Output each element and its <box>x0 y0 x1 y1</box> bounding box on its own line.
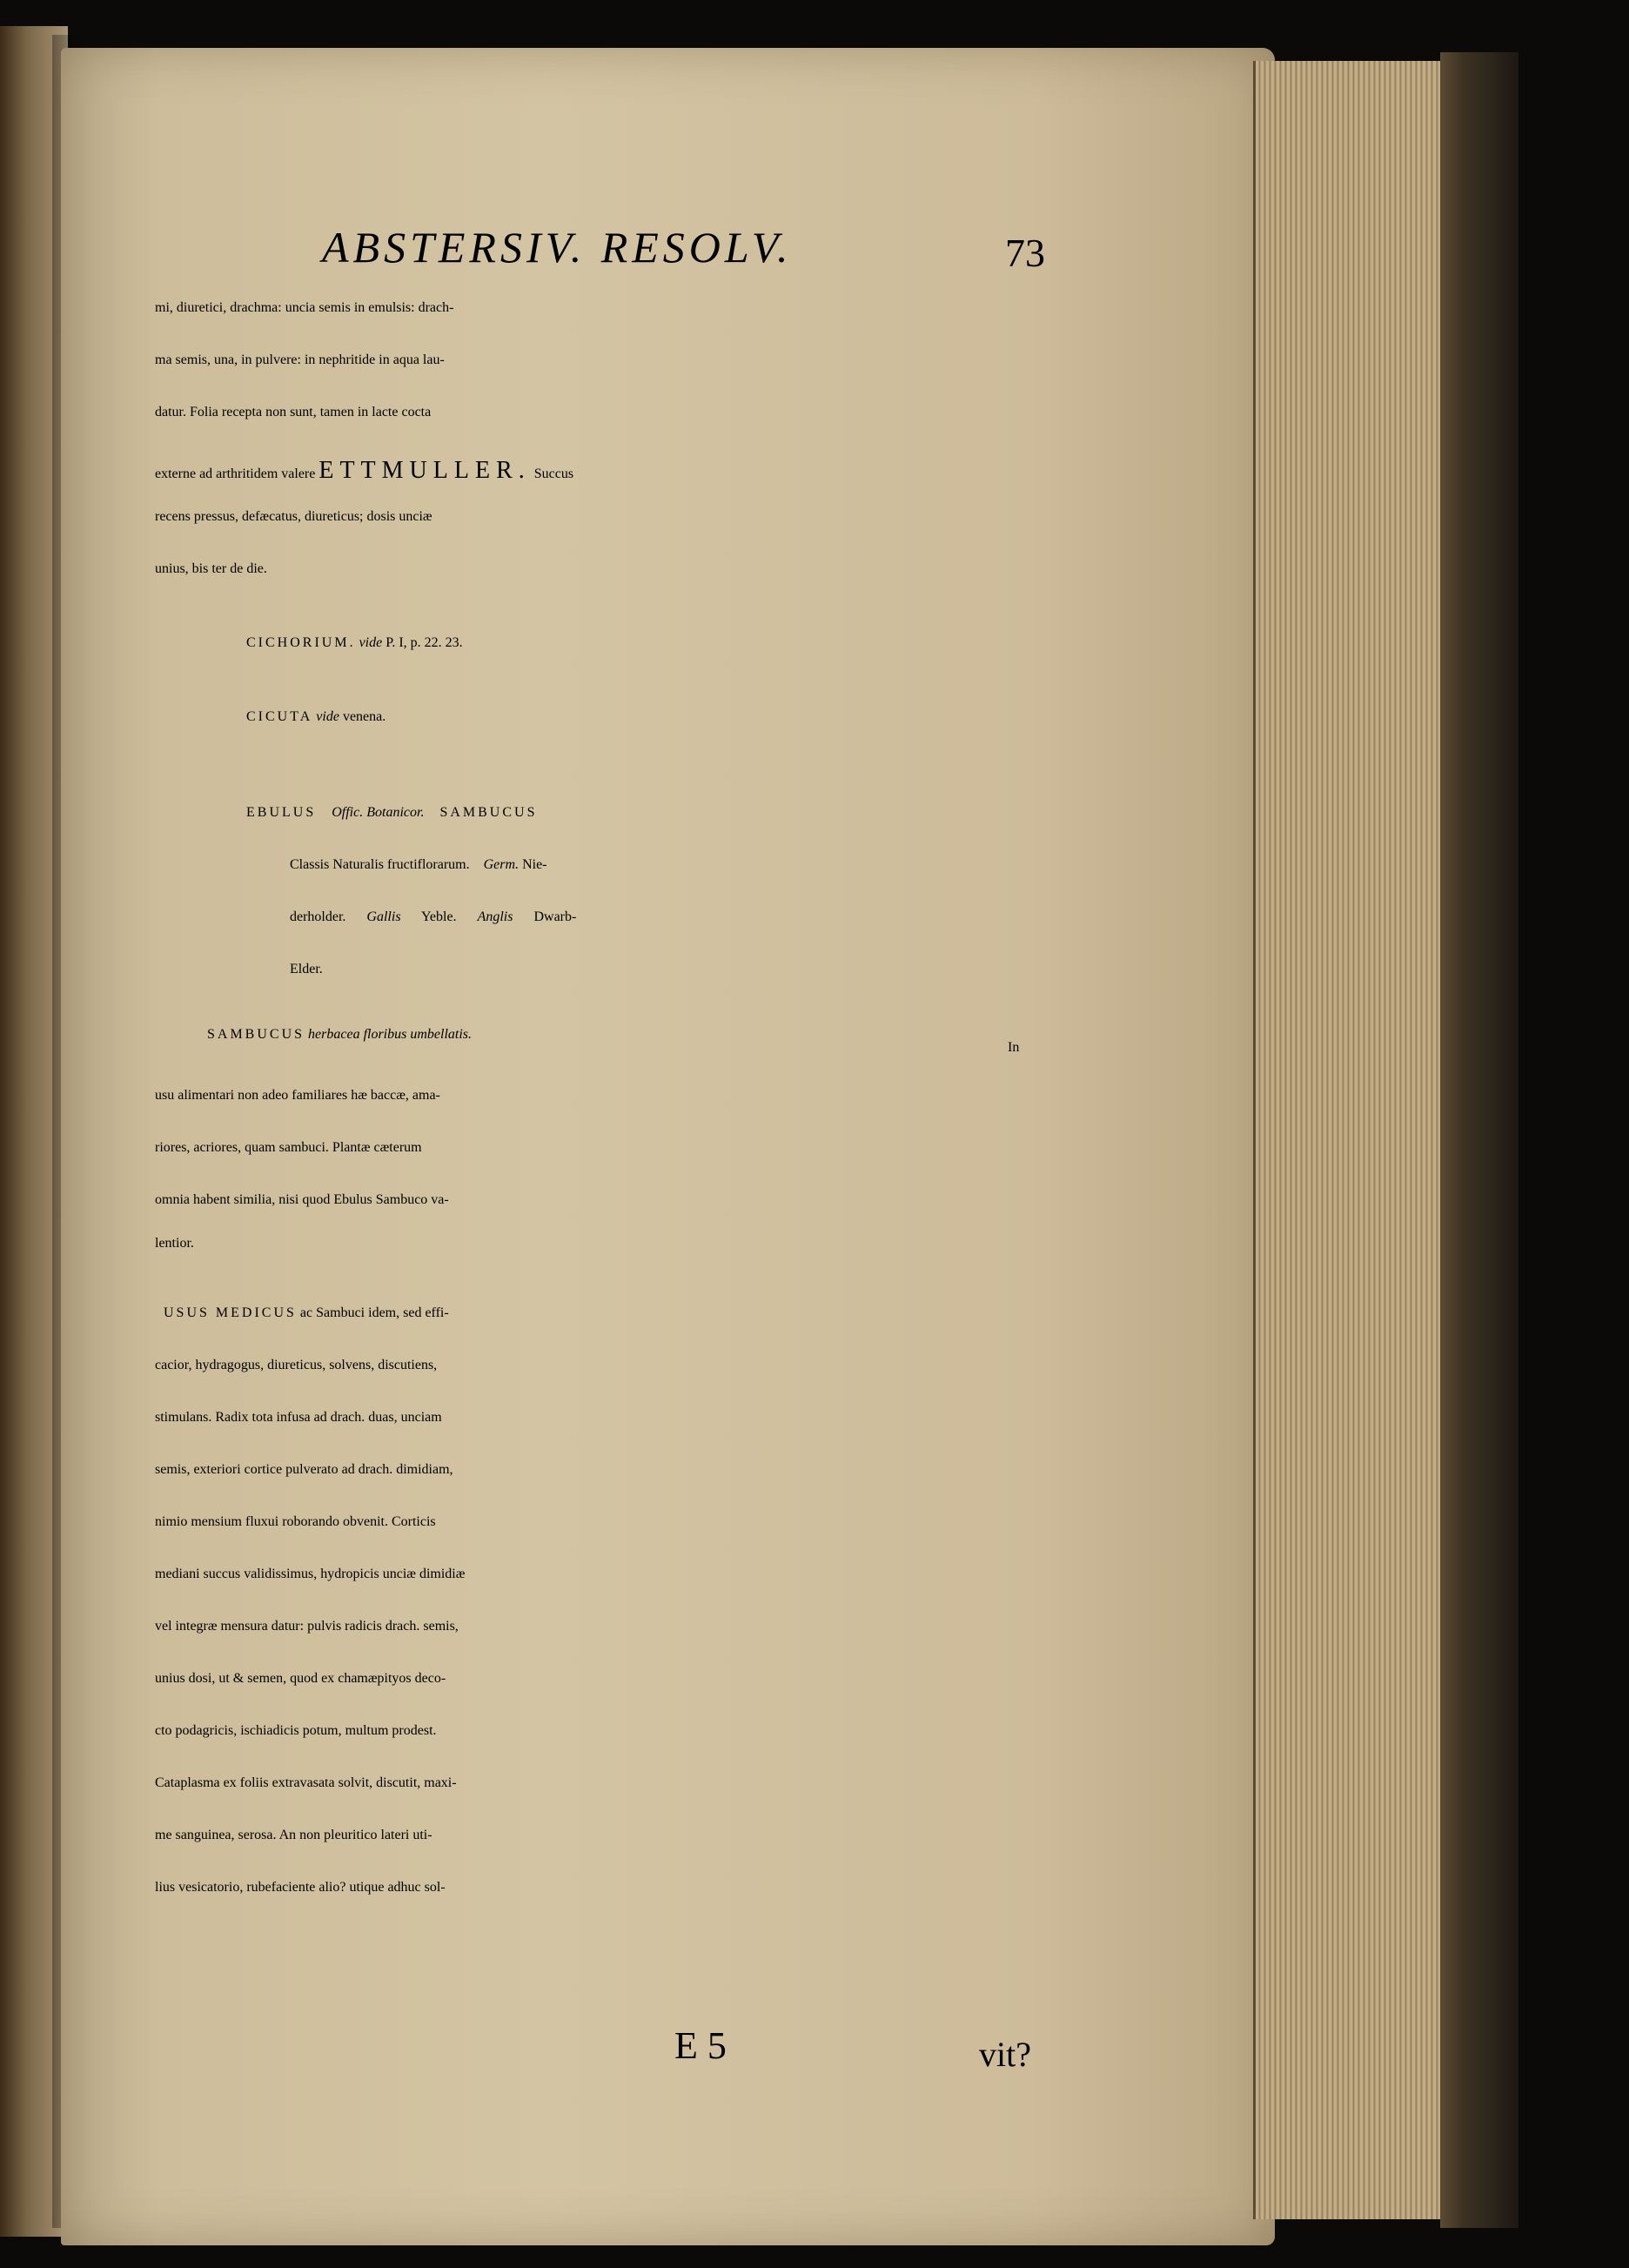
catchword: vit? <box>979 2035 1031 2074</box>
text-line: riores, acriores, quam sambuci. Plantæ cæterum <box>155 1140 422 1155</box>
text-line: mediani succus validissimus, hydropicis unciæ dimidiæ <box>155 1567 466 1581</box>
author-name: ETTMULLER. <box>318 457 531 484</box>
text-fragment: Yeble. <box>420 909 457 924</box>
text-line: vel integræ mensura datur: pulvis radicis drach. semis, <box>155 1619 459 1634</box>
signature-mark: E 5 <box>674 2024 727 2067</box>
text-line <box>290 857 547 873</box>
synonym-source: Offic. Botanicor. <box>332 805 425 820</box>
text-fragment: Dwarb- <box>533 909 577 924</box>
entry-cichorium <box>246 635 463 651</box>
page-block-edges <box>1253 61 1451 2219</box>
text-line: unius, bis ter de die. <box>155 561 267 576</box>
page-number: 73 <box>1005 231 1045 275</box>
text-line: nimio mensium fluxui roborando obvenit. Corticis <box>155 1514 436 1529</box>
cross-reference: P. I, p. 22. 23. <box>385 635 463 650</box>
book-cover-edge <box>1440 52 1518 2228</box>
text-line <box>155 457 573 485</box>
text-line <box>290 909 576 925</box>
entry-title: CICHORIUM. <box>246 635 356 650</box>
text-line: datur. Folia recepta non sunt, tamen in lacte cocta <box>155 405 432 419</box>
text-fragment: Classis Naturalis fructiflorarum. <box>290 857 470 872</box>
text-line <box>207 1027 472 1043</box>
text-line: ma semis, una, in pulvere: in nephritide in aqua lau- <box>155 352 445 367</box>
text-line: Elder. <box>290 962 323 976</box>
text-fragment: In <box>1008 1040 1020 1055</box>
text-line: lentior. <box>155 1236 194 1251</box>
vide-label: vide <box>359 635 383 650</box>
text-fragment: externe ad arthritidem valere <box>155 466 316 481</box>
text-fragment: Nie- <box>522 857 547 872</box>
language-label: Gallis <box>366 909 401 924</box>
text-line: mi, diuretici, drachma: uncia semis in emulsis: drach- <box>155 300 454 315</box>
botanical-phrase: herbacea floribus umbellatis. <box>308 1027 473 1042</box>
vide-label: vide <box>316 709 339 724</box>
running-head: ABSTERSIV. RESOLV. <box>322 223 793 272</box>
text-line: usu alimentari non adeo familiares hæ baccæ, ama- <box>155 1088 440 1103</box>
cross-reference: venena. <box>342 709 386 724</box>
text-line: omnia habent similia, nisi quod Ebulus Sambuco va- <box>155 1192 449 1207</box>
entry-ebulus <box>246 805 537 821</box>
language-label: Germ. <box>483 857 520 872</box>
text-line: cto podagricis, ischiadicis potum, multum prodest. <box>155 1723 437 1738</box>
text-line: unius dosi, ut & semen, quod ex chamæpityos deco- <box>155 1671 446 1686</box>
text-fragment: derholder. <box>290 909 346 924</box>
entry-title: EBULUS <box>246 805 317 820</box>
text-line: recens pressus, defæcatus, diureticus; dosis unciæ <box>155 509 432 524</box>
text-line: me sanguinea, serosa. An non pleuritico lateri uti- <box>155 1828 432 1842</box>
text-fragment: Succus <box>533 466 574 481</box>
text-line <box>164 1305 449 1321</box>
language-label: Anglis <box>477 909 513 924</box>
text-line: cacior, hydragogus, diureticus, solvens, discutiens, <box>155 1358 438 1372</box>
text-fragment: ac Sambuci idem, sed effi- <box>299 1305 449 1320</box>
entry-title: SAMBUCUS <box>207 1027 305 1042</box>
entry-title: CICUTA <box>246 709 313 724</box>
text-line: Cataplasma ex foliis extravasata solvit, discutit, maxi- <box>155 1775 457 1790</box>
entry-cicuta <box>246 709 385 725</box>
text-line: stimulans. Radix tota infusa ad drach. duas, unciam <box>155 1410 442 1425</box>
text-line: lius vesicatorio, rubefaciente alio? utique adhuc sol- <box>155 1880 446 1895</box>
text-line: semis, exteriori cortice pulverato ad drach. dimidiam, <box>155 1462 453 1477</box>
section-heading: USUS MEDICUS <box>164 1305 297 1320</box>
synonym-name: SAMBUCUS <box>439 805 538 820</box>
